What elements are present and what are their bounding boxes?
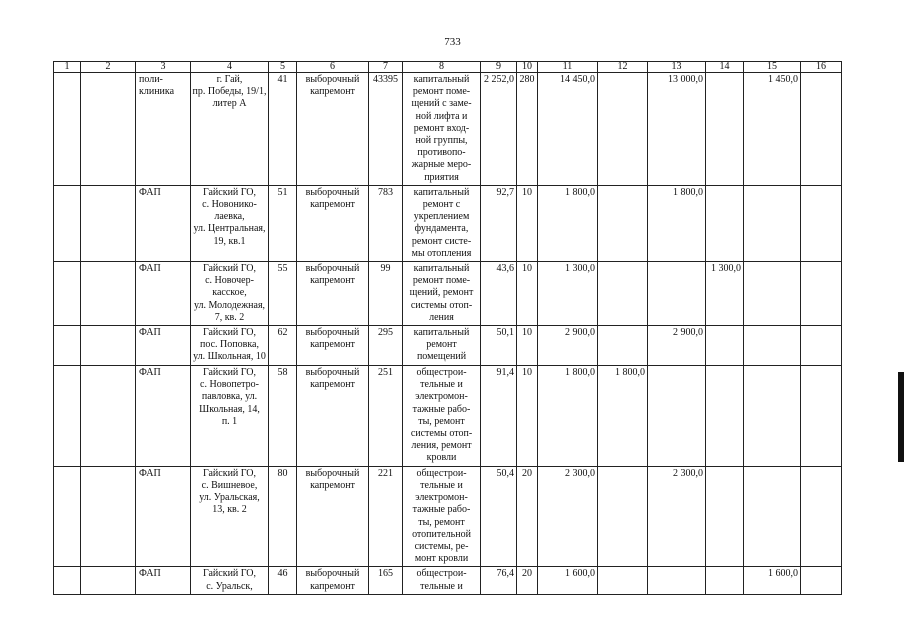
cell-col1 (54, 326, 81, 366)
cell-col12 (598, 466, 648, 567)
column-number-9: 9 (481, 62, 517, 73)
facility-type (136, 326, 191, 366)
cell-total: 1 800,0 (538, 185, 598, 261)
address-line: пр. Победы, 19/1, (192, 86, 267, 98)
cell-col7: 251 (369, 366, 403, 467)
address (191, 185, 269, 261)
cell-col10: 10 (517, 326, 538, 366)
repair-type (297, 73, 369, 186)
works-description (403, 262, 481, 326)
cell-col16 (801, 262, 842, 326)
cell-col12 (598, 326, 648, 366)
facility-type (136, 466, 191, 567)
cell-area: 43,6 (481, 262, 517, 326)
cell-col13: 2 300,0 (648, 466, 706, 567)
cell-col1 (54, 185, 81, 261)
repair-type-line: капремонт (310, 379, 355, 391)
works-description-line: ремонт (426, 339, 457, 351)
cell-col16 (801, 366, 842, 467)
address-line: Гайский ГО, (202, 327, 257, 339)
works-description-line: отопительной (412, 528, 471, 540)
address-line: касское, (212, 287, 247, 299)
cell-col10: 20 (517, 567, 538, 595)
repair-type-line: выборочный (305, 74, 360, 85)
cell-col10: 10 (517, 366, 538, 467)
table-row (54, 366, 842, 467)
cell-col10: 10 (517, 185, 538, 261)
repair-program-table (53, 61, 842, 595)
address-line: ул. Молодежная, (193, 299, 266, 311)
works-description-line: ной группы, (415, 135, 468, 147)
column-number-13: 13 (648, 62, 706, 73)
works-description-line: тельные и (420, 479, 463, 491)
works-description-line: ты, ремонт (418, 516, 465, 528)
column-number-12: 12 (598, 62, 648, 73)
cell-area: 2 252,0 (481, 73, 517, 186)
cell-col1 (54, 73, 81, 186)
repair-type-line: выборочный (305, 327, 360, 339)
cell-col15: 1 450,0 (744, 73, 801, 186)
column-number-4: 4 (191, 62, 269, 73)
address-line: ул. Центральная, (193, 223, 266, 235)
address-line: Гайский ГО, (202, 263, 257, 275)
address-line: Гайский ГО, (202, 467, 257, 479)
table-row (54, 185, 842, 261)
works-description-line: кровли (426, 452, 457, 464)
repair-type (297, 567, 369, 595)
cell-col15 (744, 366, 801, 467)
facility-type-line: ФАП (139, 367, 161, 379)
works-description-line: системы отоп- (410, 299, 473, 311)
column-number-3: 3 (136, 62, 191, 73)
repair-type-line: капремонт (310, 339, 355, 351)
repair-type-line: капремонт (310, 199, 355, 211)
cell-col14 (706, 567, 744, 595)
cell-col5: 55 (269, 262, 297, 326)
cell-col1 (54, 466, 81, 567)
repair-type (297, 366, 369, 467)
cell-total: 1 300,0 (538, 262, 598, 326)
address (191, 326, 269, 366)
cell-col7: 99 (369, 262, 403, 326)
works-description-line: общестрои- (416, 367, 467, 379)
works-description-line: капитальный (413, 186, 470, 198)
works-description (403, 366, 481, 467)
table-row (54, 262, 842, 326)
address-line: с. Новопетро- (200, 379, 259, 391)
works-description-line: общестрои- (416, 568, 467, 580)
column-number-11: 11 (538, 62, 598, 73)
cell-area: 91,4 (481, 366, 517, 467)
page-number: 733 (444, 36, 461, 48)
works-description-line: системы, ре- (414, 540, 469, 552)
cell-col16 (801, 73, 842, 186)
address-line: с. Вишневое, (201, 479, 258, 491)
address-line: 7, кв. 2 (214, 311, 245, 323)
repair-type-line: выборочный (305, 568, 360, 580)
table-row (54, 73, 842, 186)
address-line: Гайский ГО, (202, 186, 257, 198)
works-description (403, 567, 481, 595)
works-description-line: ты, ремонт (418, 415, 465, 427)
cell-col12 (598, 262, 648, 326)
works-description-line: общестрои- (416, 467, 467, 479)
cell-col14 (706, 466, 744, 567)
column-number-6: 6 (297, 62, 369, 73)
cell-col10: 10 (517, 262, 538, 326)
works-description-line: тельные и (420, 580, 463, 592)
works-description-line: капитальный (413, 327, 470, 339)
cell-col7: 43395 (369, 73, 403, 186)
column-number-7: 7 (369, 62, 403, 73)
facility-type (136, 73, 191, 186)
works-description-line: щений с заме- (411, 98, 472, 110)
works-description-line: щений, ремонт (409, 287, 474, 299)
facility-type-line: ФАП (139, 186, 161, 198)
works-description-line: капитальный (413, 74, 470, 85)
column-number-10: 10 (517, 62, 538, 73)
works-description-line: ления, ремонт (411, 440, 472, 452)
works-description-line: укреплением (413, 211, 470, 223)
cell-area: 92,7 (481, 185, 517, 261)
facility-type-line: ФАП (139, 263, 161, 275)
repair-type (297, 326, 369, 366)
cell-col2 (81, 185, 136, 261)
address-line: 19, кв.1 (213, 235, 246, 247)
address-line: Гайский ГО, (202, 367, 257, 379)
cell-col16 (801, 326, 842, 366)
works-description-line: ремонт поме- (412, 275, 471, 287)
cell-col5: 58 (269, 366, 297, 467)
repair-type (297, 466, 369, 567)
table-body (54, 62, 842, 595)
works-description (403, 73, 481, 186)
repair-type-line: капремонт (310, 479, 355, 491)
address-line: павловка, ул. (201, 391, 258, 403)
repair-type-line: выборочный (305, 367, 360, 379)
address (191, 73, 269, 186)
column-number-2: 2 (81, 62, 136, 73)
cell-col2 (81, 73, 136, 186)
cell-total: 2 300,0 (538, 466, 598, 567)
table-row (54, 466, 842, 567)
works-description-line: ления (429, 311, 454, 323)
cell-col13: 2 900,0 (648, 326, 706, 366)
column-number-row (54, 62, 842, 73)
address-line: ул. Школьная, 10 (193, 351, 266, 363)
works-description-line: ремонт с (422, 199, 461, 211)
facility-type-line: поли- (139, 74, 163, 85)
cell-col13 (648, 262, 706, 326)
works-description-line: тажные рабо- (412, 403, 471, 415)
cell-area: 50,1 (481, 326, 517, 366)
works-description (403, 185, 481, 261)
scan-edge-mark (898, 372, 904, 462)
cell-col16 (801, 466, 842, 567)
repair-type-line: выборочный (305, 467, 360, 479)
works-description-line: тельные и (420, 379, 463, 391)
facility-type (136, 262, 191, 326)
cell-col15: 1 600,0 (744, 567, 801, 595)
cell-col15 (744, 262, 801, 326)
column-number-8: 8 (403, 62, 481, 73)
cell-col12 (598, 185, 648, 261)
works-description-line: монт кровли (414, 553, 469, 565)
works-description-line: электромон- (415, 391, 468, 403)
address-line: ул. Уральская, (199, 492, 260, 504)
cell-col5: 46 (269, 567, 297, 595)
cell-area: 76,4 (481, 567, 517, 595)
works-description-line: жарные меро- (411, 159, 472, 171)
cell-col1 (54, 366, 81, 467)
cell-col5: 80 (269, 466, 297, 567)
table-row (54, 326, 842, 366)
cell-col10: 20 (517, 466, 538, 567)
facility-type-line: ФАП (139, 467, 161, 479)
cell-col7: 221 (369, 466, 403, 567)
works-description-line: тажные рабо- (412, 504, 471, 516)
cell-col14 (706, 366, 744, 467)
cell-total: 1 600,0 (538, 567, 598, 595)
cell-col14 (706, 326, 744, 366)
repair-type-line: капремонт (310, 275, 355, 287)
address-line: лаевка, (214, 211, 245, 223)
cell-total: 1 800,0 (538, 366, 598, 467)
works-description-line: ремонт поме- (412, 86, 471, 98)
repair-type-line: выборочный (305, 186, 360, 198)
repair-type-line: капремонт (310, 86, 355, 98)
cell-col5: 51 (269, 185, 297, 261)
works-description-line: ной лифта и (415, 110, 468, 122)
works-description-line: электромон- (415, 492, 468, 504)
column-number-5: 5 (269, 62, 297, 73)
address-line: п. 1 (221, 415, 238, 427)
works-description-line: ремонт вход- (413, 122, 470, 134)
address (191, 366, 269, 467)
cell-col2 (81, 366, 136, 467)
facility-type-line: клиника (139, 86, 175, 98)
cell-col16 (801, 185, 842, 261)
column-number-16: 16 (801, 62, 842, 73)
repair-type-line: капремонт (310, 580, 355, 592)
column-number-15: 15 (744, 62, 801, 73)
cell-col15 (744, 185, 801, 261)
address-line: с. Новочер- (205, 275, 254, 287)
cell-col1 (54, 262, 81, 326)
facility-type-line: ФАП (139, 327, 161, 339)
address-line: литер А (212, 98, 247, 110)
address-line: Школьная, 14, (199, 403, 260, 415)
works-description (403, 466, 481, 567)
facility-type (136, 366, 191, 467)
address-line: с. Уральск, (206, 580, 253, 592)
cell-col2 (81, 326, 136, 366)
facility-type (136, 185, 191, 261)
cell-col12: 1 800,0 (598, 366, 648, 467)
works-description-line: мы отопления (411, 247, 472, 259)
facility-type (136, 567, 191, 595)
repair-type (297, 262, 369, 326)
cell-col10: 280 (517, 73, 538, 186)
repair-type (297, 185, 369, 261)
works-description-line: помещений (416, 351, 467, 363)
address-line: 13, кв. 2 (212, 504, 247, 516)
column-number-1: 1 (54, 62, 81, 73)
address (191, 466, 269, 567)
works-description-line: капитальный (413, 263, 470, 275)
works-description-line: приятия (424, 171, 459, 183)
works-description-line: фундамента, (414, 223, 469, 235)
cell-col7: 783 (369, 185, 403, 261)
cell-col15 (744, 466, 801, 567)
works-description (403, 326, 481, 366)
cell-col5: 41 (269, 73, 297, 186)
cell-col13: 1 800,0 (648, 185, 706, 261)
cell-col13 (648, 366, 706, 467)
cell-total: 14 450,0 (538, 73, 598, 186)
address-line: Гайский ГО, (202, 568, 257, 580)
cell-col14 (706, 73, 744, 186)
cell-col5: 62 (269, 326, 297, 366)
address-line: с. Новонико- (202, 199, 257, 211)
repair-type-line: выборочный (305, 263, 360, 275)
cell-col12 (598, 567, 648, 595)
facility-type-line: ФАП (139, 568, 161, 580)
cell-col13 (648, 567, 706, 595)
address (191, 567, 269, 595)
cell-col13: 13 000,0 (648, 73, 706, 186)
cell-col14 (706, 185, 744, 261)
cell-col15 (744, 326, 801, 366)
works-description-line: противопо- (417, 147, 466, 159)
address-line: г. Гай, (216, 74, 243, 85)
works-description-line: системы отоп- (410, 428, 473, 440)
cell-col14: 1 300,0 (706, 262, 744, 326)
cell-col2 (81, 567, 136, 595)
cell-col1 (54, 567, 81, 595)
cell-area: 50,4 (481, 466, 517, 567)
cell-col2 (81, 262, 136, 326)
cell-total: 2 900,0 (538, 326, 598, 366)
works-description-line: ремонт систе- (411, 235, 472, 247)
cell-col7: 295 (369, 326, 403, 366)
cell-col2 (81, 466, 136, 567)
address-line: пос. Поповка, (200, 339, 259, 351)
cell-col12 (598, 73, 648, 186)
table-row (54, 567, 842, 595)
cell-col16 (801, 567, 842, 595)
column-number-14: 14 (706, 62, 744, 73)
cell-col7: 165 (369, 567, 403, 595)
address (191, 262, 269, 326)
